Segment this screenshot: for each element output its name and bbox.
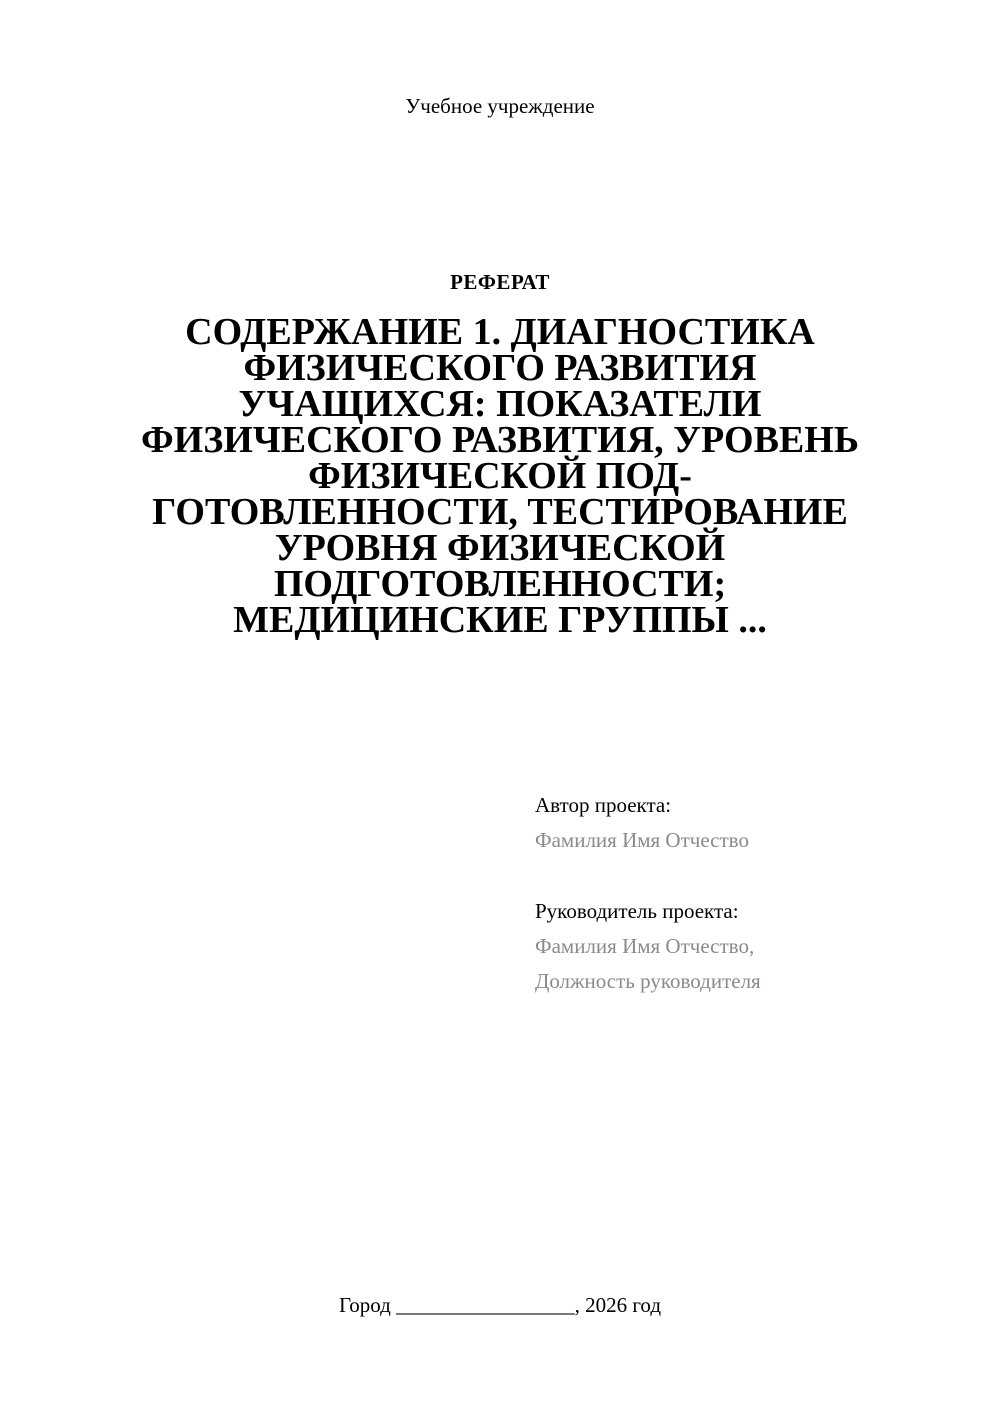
title-line: МЕДИЦИНСКИЕ ГРУППЫ ... <box>233 599 767 641</box>
year-text: , 2026 год <box>574 1293 662 1317</box>
title-line: ФИЗИЧЕСКОГО РАЗВИТИЯ <box>243 347 757 389</box>
city-blank: _________________ <box>396 1293 575 1317</box>
institution-name: Учебное учреждение <box>405 94 595 118</box>
title-line: ФИЗИЧЕСКОГО РАЗВИТИЯ, УРОВЕНЬ <box>141 419 859 461</box>
author-name: Фамилия Имя Отчество <box>535 828 749 852</box>
supervisor-position: Должность руководителя <box>535 969 761 993</box>
document-type: РЕФЕРАТ <box>450 270 550 294</box>
footer-city-year <box>0 1290 1000 1320</box>
title-line: ПОДГОТОВЛЕННОСТИ; <box>273 563 727 605</box>
title-line: УРОВНЯ ФИЗИЧЕСКОЙ <box>274 527 726 569</box>
credits-block <box>535 788 975 999</box>
credits-spacer <box>535 858 975 894</box>
title-line: ГОТОВЛЕННОСТИ, ТЕСТИРОВАНИЕ <box>152 491 848 533</box>
city-label: Город <box>338 1293 391 1317</box>
document-title <box>130 311 870 641</box>
author-label: Автор проекта: <box>535 793 672 817</box>
title-line: СОДЕРЖАНИЕ 1. ДИАГНОСТИКА <box>185 311 815 353</box>
supervisor-name: Фамилия Имя Отчество, <box>535 934 755 958</box>
supervisor-label: Руководитель проекта: <box>535 899 739 923</box>
title-line: УЧАЩИХСЯ: ПОКАЗАТЕЛИ <box>238 383 762 425</box>
title-line: ФИЗИЧЕСКОЙ ПОД- <box>308 455 692 497</box>
